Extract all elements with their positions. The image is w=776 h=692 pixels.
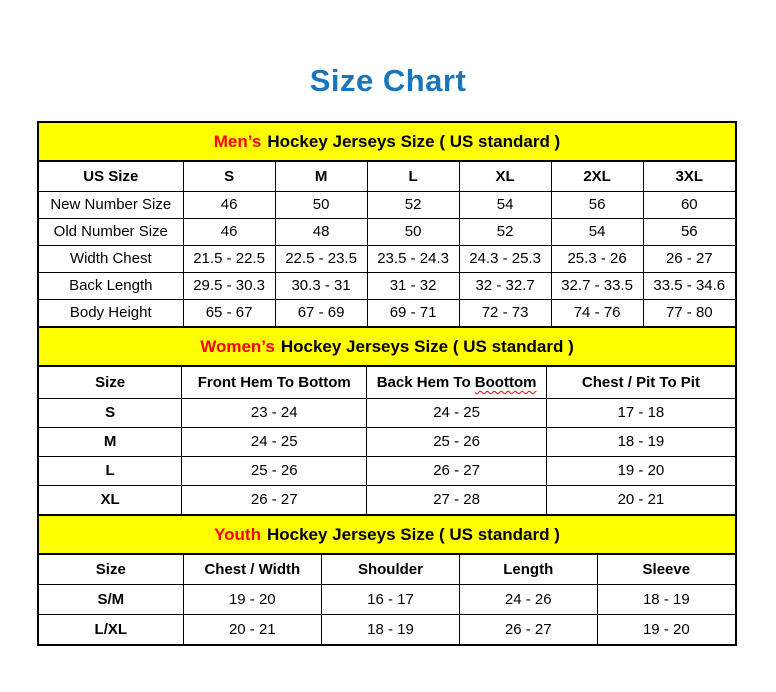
column-header-2xl: 2XL <box>551 162 643 191</box>
value-cell: 23 - 24 <box>182 398 367 427</box>
value-cell: 50 <box>275 191 367 218</box>
womens-row-s <box>39 398 735 427</box>
youth-section-accent: Youth <box>214 524 261 544</box>
column-header-m: M <box>275 162 367 191</box>
size-label: S <box>39 398 182 427</box>
size-label: XL <box>39 485 182 514</box>
womens-section-title: Hockey Jerseys Size ( US standard ) <box>280 336 574 356</box>
value-cell: 24 - 25 <box>367 398 547 427</box>
column-header-3xl: 3XL <box>643 162 735 191</box>
value-cell: 26 - 27 <box>367 456 547 485</box>
size-label: L <box>39 456 182 485</box>
value-cell: 46 <box>183 191 275 218</box>
mens-row-back-length <box>39 272 735 299</box>
value-cell: 30.3 - 31 <box>275 272 367 299</box>
value-cell: 20 - 21 <box>183 614 322 644</box>
value-cell: 67 - 69 <box>275 299 367 326</box>
youth-row-lxl <box>39 614 735 644</box>
column-header-sleeve: Sleeve <box>597 555 735 584</box>
value-cell: 18 - 19 <box>597 584 735 614</box>
value-cell: 26 - 27 <box>643 245 735 272</box>
value-cell: 19 - 20 <box>183 584 322 614</box>
back-hem-misspelled-word: Boottom <box>474 373 537 391</box>
column-header-l: L <box>367 162 459 191</box>
value-cell: 56 <box>643 218 735 245</box>
value-cell: 72 - 73 <box>459 299 551 326</box>
size-label: L/XL <box>39 614 183 644</box>
value-cell: 65 - 67 <box>183 299 275 326</box>
value-cell: 26 - 27 <box>459 614 597 644</box>
value-cell: 29.5 - 30.3 <box>183 272 275 299</box>
value-cell: 33.5 - 34.6 <box>643 272 735 299</box>
page-title: Size Chart <box>309 63 467 98</box>
mens-row-old-number <box>39 218 735 245</box>
value-cell: 46 <box>183 218 275 245</box>
youth-section-header <box>39 514 735 555</box>
womens-section-accent: Women’s <box>200 336 275 356</box>
column-header-size: Size <box>39 367 182 398</box>
value-cell: 18 - 19 <box>546 427 735 456</box>
value-cell: 16 - 17 <box>322 584 460 614</box>
value-cell: 25.3 - 26 <box>551 245 643 272</box>
value-cell: 17 - 18 <box>546 398 735 427</box>
womens-header-row <box>39 367 735 398</box>
size-tables-block <box>37 121 737 646</box>
mens-row-body-height <box>39 299 735 326</box>
row-label: New Number Size <box>39 191 183 218</box>
youth-row-sm <box>39 584 735 614</box>
value-cell: 32.7 - 33.5 <box>551 272 643 299</box>
mens-header-row <box>39 162 735 191</box>
mens-row-width-chest <box>39 245 735 272</box>
mens-size-table <box>39 162 735 326</box>
row-label: Body Height <box>39 299 183 326</box>
womens-row-xl <box>39 485 735 514</box>
value-cell: 27 - 28 <box>367 485 547 514</box>
value-cell: 25 - 26 <box>367 427 547 456</box>
row-label: Width Chest <box>39 245 183 272</box>
value-cell: 19 - 20 <box>546 456 735 485</box>
value-cell: 48 <box>275 218 367 245</box>
youth-section-title: Hockey Jerseys Size ( US standard ) <box>266 524 560 544</box>
value-cell: 56 <box>551 191 643 218</box>
value-cell: 54 <box>459 191 551 218</box>
value-cell: 74 - 76 <box>551 299 643 326</box>
mens-section-title: Hockey Jerseys Size ( US standard ) <box>267 131 561 151</box>
size-label: S/M <box>39 584 183 614</box>
column-header-front-hem: Front Hem To Bottom <box>182 367 367 398</box>
youth-size-table <box>39 555 735 644</box>
row-label: Old Number Size <box>39 218 183 245</box>
column-header-s: S <box>183 162 275 191</box>
value-cell: 22.5 - 23.5 <box>275 245 367 272</box>
womens-size-table <box>39 367 735 514</box>
value-cell: 54 <box>551 218 643 245</box>
column-header-size: Size <box>39 555 183 584</box>
value-cell: 24 - 25 <box>182 427 367 456</box>
size-label: M <box>39 427 182 456</box>
womens-row-m <box>39 427 735 456</box>
value-cell: 18 - 19 <box>322 614 460 644</box>
value-cell: 52 <box>367 191 459 218</box>
mens-section-header <box>39 123 735 162</box>
column-header-chest-width: Chest / Width <box>183 555 322 584</box>
column-header-back-hem <box>367 367 547 398</box>
value-cell: 19 - 20 <box>597 614 735 644</box>
value-cell: 50 <box>367 218 459 245</box>
column-header-us-size: US Size <box>39 162 183 191</box>
column-header-xl: XL <box>459 162 551 191</box>
womens-section-header <box>39 326 735 367</box>
row-label: Back Length <box>39 272 183 299</box>
value-cell: 69 - 71 <box>367 299 459 326</box>
value-cell: 77 - 80 <box>643 299 735 326</box>
value-cell: 60 <box>643 191 735 218</box>
womens-row-l <box>39 456 735 485</box>
value-cell: 26 - 27 <box>182 485 367 514</box>
value-cell: 23.5 - 24.3 <box>367 245 459 272</box>
value-cell: 52 <box>459 218 551 245</box>
value-cell: 20 - 21 <box>546 485 735 514</box>
column-header-shoulder: Shoulder <box>322 555 460 584</box>
mens-row-new-number <box>39 191 735 218</box>
value-cell: 25 - 26 <box>182 456 367 485</box>
value-cell: 24 - 26 <box>459 584 597 614</box>
value-cell: 31 - 32 <box>367 272 459 299</box>
column-header-chest-pit: Chest / Pit To Pit <box>546 367 735 398</box>
youth-header-row <box>39 555 735 584</box>
value-cell: 32 - 32.7 <box>459 272 551 299</box>
mens-section-accent: Men’s <box>213 131 262 151</box>
column-header-length: Length <box>459 555 597 584</box>
back-hem-label: Back Hem To <box>376 373 471 391</box>
value-cell: 21.5 - 22.5 <box>183 245 275 272</box>
value-cell: 24.3 - 25.3 <box>459 245 551 272</box>
